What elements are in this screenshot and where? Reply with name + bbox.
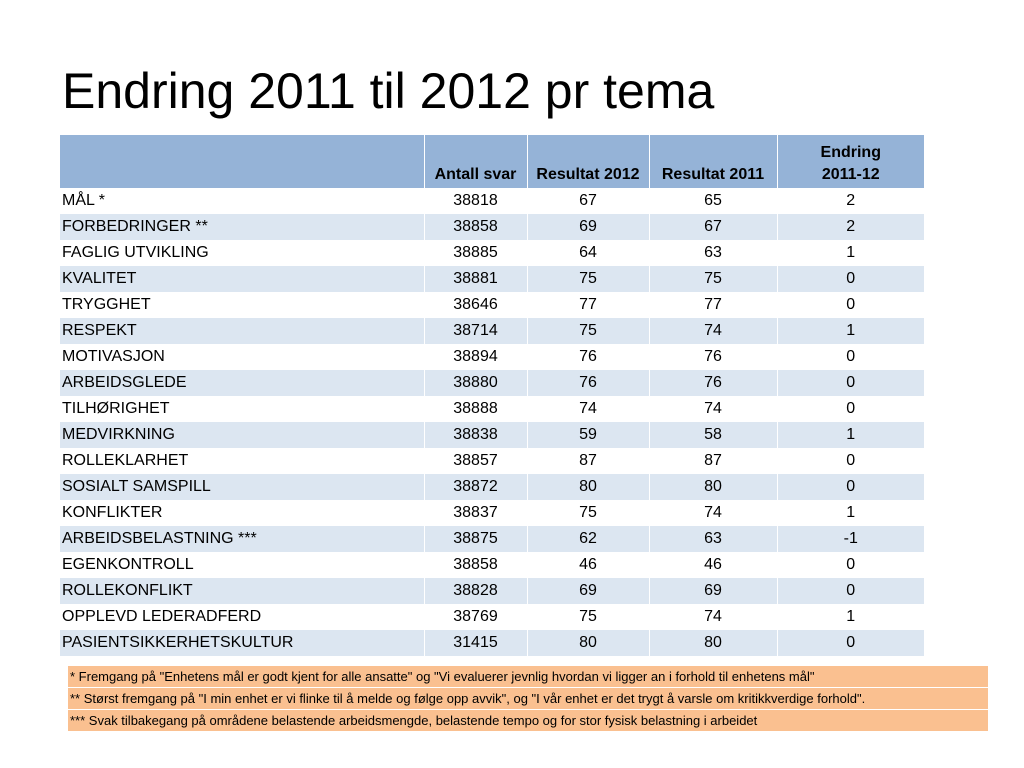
cell-antall-svar: 38838 — [424, 422, 527, 448]
header-antall-svar: Antall svar — [424, 135, 527, 188]
table-row — [60, 370, 924, 396]
cell-resultat-2011: 65 — [649, 188, 777, 214]
table-body — [60, 188, 924, 656]
cell-resultat-2012: 75 — [527, 318, 649, 344]
cell-resultat-2011: 77 — [649, 292, 777, 318]
cell-endring: 0 — [777, 578, 924, 604]
table-row — [60, 500, 924, 526]
cell-resultat-2011: 75 — [649, 266, 777, 292]
cell-endring: 1 — [777, 240, 924, 266]
table-row — [60, 578, 924, 604]
cell-antall-svar: 38837 — [424, 500, 527, 526]
header-endring-line2: 2011-12 — [821, 166, 880, 183]
cell-antall-svar: 38885 — [424, 240, 527, 266]
table-row — [60, 266, 924, 292]
cell-topic: ARBEIDSBELASTNING *** — [60, 526, 424, 552]
cell-endring: 1 — [777, 318, 924, 344]
table-row — [60, 526, 924, 552]
cell-antall-svar: 38875 — [424, 526, 527, 552]
cell-resultat-2011: 76 — [649, 344, 777, 370]
cell-resultat-2012: 75 — [527, 500, 649, 526]
cell-topic: EGENKONTROLL — [60, 552, 424, 578]
cell-resultat-2012: 46 — [527, 552, 649, 578]
cell-antall-svar: 38894 — [424, 344, 527, 370]
cell-resultat-2012: 62 — [527, 526, 649, 552]
cell-endring: 0 — [777, 344, 924, 370]
footnote-2: ** Størst fremgang på "I min enhet er vi flinke til å melde og følge opp avvik", og "I vår enhet er det trygt å varsle om kritikkverdige forhold". — [68, 688, 988, 710]
table-row — [60, 292, 924, 318]
cell-antall-svar: 31415 — [424, 630, 527, 656]
cell-resultat-2012: 64 — [527, 240, 649, 266]
cell-antall-svar: 38828 — [424, 578, 527, 604]
cell-endring: -1 — [777, 526, 924, 552]
cell-endring: 0 — [777, 370, 924, 396]
cell-antall-svar: 38880 — [424, 370, 527, 396]
footnotes — [68, 666, 988, 731]
cell-resultat-2011: 58 — [649, 422, 777, 448]
cell-resultat-2012: 74 — [527, 396, 649, 422]
cell-antall-svar: 38714 — [424, 318, 527, 344]
table-row — [60, 552, 924, 578]
cell-endring: 0 — [777, 448, 924, 474]
cell-endring: 1 — [777, 422, 924, 448]
cell-resultat-2011: 74 — [649, 500, 777, 526]
cell-endring: 0 — [777, 266, 924, 292]
cell-antall-svar: 38857 — [424, 448, 527, 474]
cell-antall-svar: 38818 — [424, 188, 527, 214]
cell-topic: OPPLEVD LEDERADFERD — [60, 604, 424, 630]
cell-resultat-2011: 74 — [649, 604, 777, 630]
table-header-row — [60, 135, 924, 188]
table-row — [60, 396, 924, 422]
cell-antall-svar: 38858 — [424, 552, 527, 578]
table-row — [60, 214, 924, 240]
cell-resultat-2011: 46 — [649, 552, 777, 578]
header-resultat-2012: Resultat 2012 — [527, 135, 649, 188]
cell-endring: 0 — [777, 396, 924, 422]
table-row — [60, 474, 924, 500]
cell-resultat-2011: 76 — [649, 370, 777, 396]
cell-topic: MEDVIRKNING — [60, 422, 424, 448]
table-row — [60, 448, 924, 474]
cell-resultat-2012: 80 — [527, 474, 649, 500]
table-row — [60, 318, 924, 344]
cell-resultat-2011: 74 — [649, 396, 777, 422]
page-title: Endring 2011 til 2012 pr tema — [62, 63, 715, 119]
cell-endring: 1 — [777, 500, 924, 526]
cell-resultat-2012: 80 — [527, 630, 649, 656]
cell-topic: ROLLEKONFLIKT — [60, 578, 424, 604]
cell-antall-svar: 38646 — [424, 292, 527, 318]
cell-topic: SOSIALT SAMSPILL — [60, 474, 424, 500]
cell-topic: TILHØRIGHET — [60, 396, 424, 422]
table-row — [60, 422, 924, 448]
cell-antall-svar: 38769 — [424, 604, 527, 630]
cell-endring: 2 — [777, 188, 924, 214]
cell-antall-svar: 38858 — [424, 214, 527, 240]
results-table — [60, 135, 924, 656]
header-topic — [60, 135, 424, 188]
cell-antall-svar: 38888 — [424, 396, 527, 422]
cell-resultat-2011: 74 — [649, 318, 777, 344]
cell-resultat-2012: 69 — [527, 214, 649, 240]
cell-endring: 0 — [777, 552, 924, 578]
cell-endring: 1 — [777, 604, 924, 630]
table-row — [60, 240, 924, 266]
cell-resultat-2012: 69 — [527, 578, 649, 604]
cell-resultat-2011: 80 — [649, 630, 777, 656]
cell-topic: ROLLEKLARHET — [60, 448, 424, 474]
footnote-1: * Fremgang på "Enhetens mål er godt kjent for alle ansatte" og "Vi evaluerer jevnlig hvordan vi ligger an i forhold til enhetens mål" — [68, 666, 988, 688]
cell-resultat-2012: 67 — [527, 188, 649, 214]
cell-topic: TRYGGHET — [60, 292, 424, 318]
cell-endring: 2 — [777, 214, 924, 240]
footnote-3: *** Svak tilbakegang på områdene belastende arbeidsmengde, belastende tempo og for stor fysisk belastning i arbeidet — [70, 713, 758, 728]
cell-topic: KVALITET — [60, 266, 424, 292]
cell-resultat-2012: 59 — [527, 422, 649, 448]
header-endring — [777, 135, 924, 188]
table-row — [60, 604, 924, 630]
header-resultat-2011: Resultat 2011 — [649, 135, 777, 188]
table-row — [60, 630, 924, 656]
cell-resultat-2012: 75 — [527, 604, 649, 630]
cell-resultat-2012: 77 — [527, 292, 649, 318]
cell-endring: 0 — [777, 630, 924, 656]
cell-topic: RESPEKT — [60, 318, 424, 344]
cell-resultat-2012: 87 — [527, 448, 649, 474]
cell-resultat-2011: 87 — [649, 448, 777, 474]
cell-resultat-2012: 76 — [527, 344, 649, 370]
cell-topic: ARBEIDSGLEDE — [60, 370, 424, 396]
cell-topic: MOTIVASJON — [60, 344, 424, 370]
cell-topic: KONFLIKTER — [60, 500, 424, 526]
cell-resultat-2011: 63 — [649, 240, 777, 266]
cell-topic: PASIENTSIKKERHETSKULTUR — [60, 630, 424, 656]
cell-antall-svar: 38872 — [424, 474, 527, 500]
cell-resultat-2011: 80 — [649, 474, 777, 500]
cell-topic: FAGLIG UTVIKLING — [60, 240, 424, 266]
cell-resultat-2011: 67 — [649, 214, 777, 240]
table-row — [60, 344, 924, 370]
cell-antall-svar: 38881 — [424, 266, 527, 292]
cell-resultat-2012: 75 — [527, 266, 649, 292]
cell-endring: 0 — [777, 292, 924, 318]
cell-resultat-2011: 69 — [649, 578, 777, 604]
cell-endring: 0 — [777, 474, 924, 500]
header-endring-line1: Endring — [820, 144, 881, 161]
cell-topic: MÅL * — [60, 188, 424, 214]
cell-topic: FORBEDRINGER ** — [60, 214, 424, 240]
cell-resultat-2012: 76 — [527, 370, 649, 396]
table-row — [60, 188, 924, 214]
cell-resultat-2011: 63 — [649, 526, 777, 552]
